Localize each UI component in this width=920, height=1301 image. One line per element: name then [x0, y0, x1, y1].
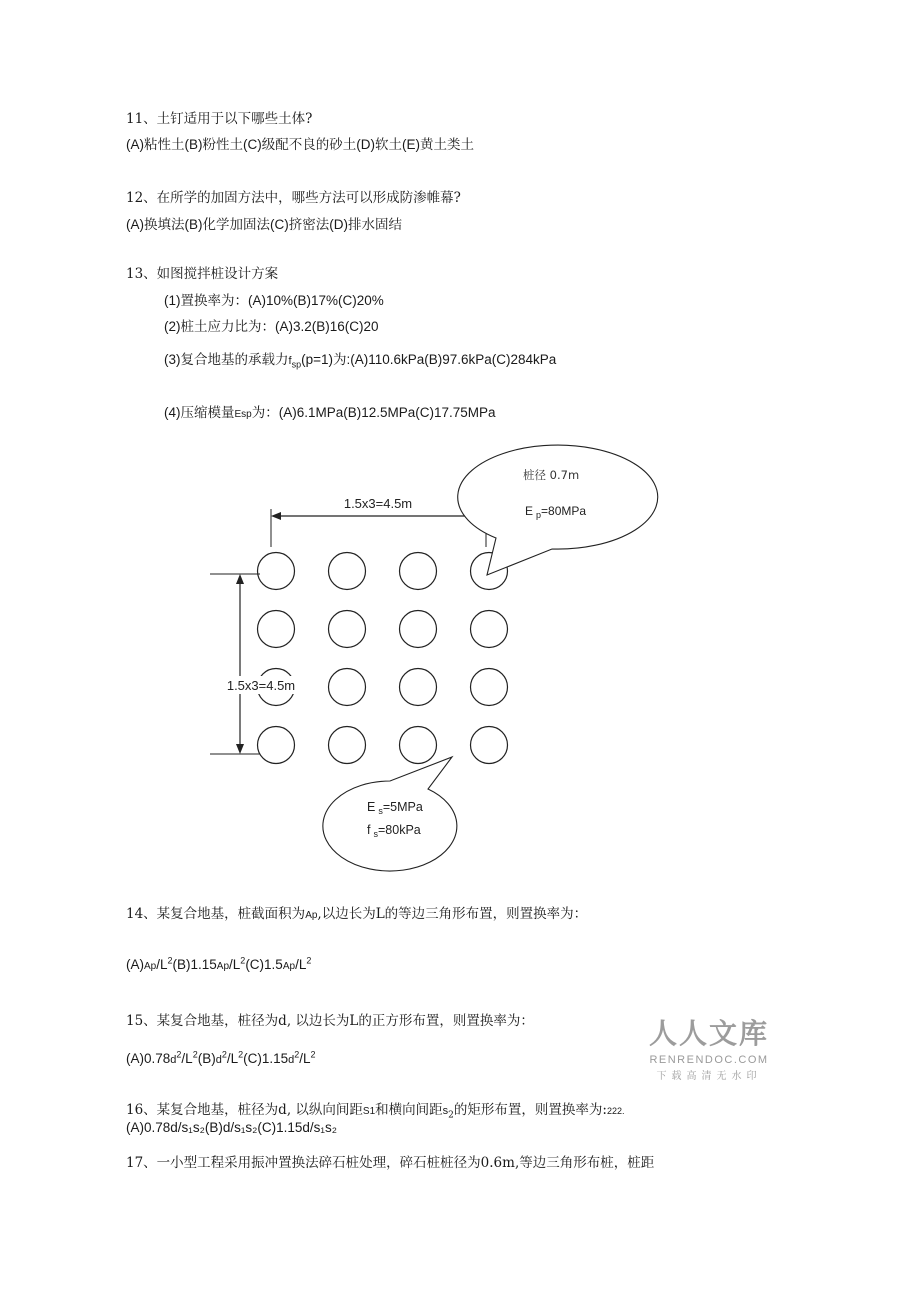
soil-bearing-val: =80kPa [377, 823, 421, 837]
pile-circle [258, 611, 295, 648]
q12-options: (A)换填法(B)化学加固法(C)挤密法(D)排水固结 [126, 217, 402, 232]
pile-circle [329, 669, 366, 706]
pile-circle [471, 669, 508, 706]
soil-modulus-val: =5MPa [382, 800, 423, 814]
q11-options: (A)粘性土(B)粉性土(C)级配不良的砂土(D)软土(E)黄土类土 [126, 137, 474, 152]
q13-sub2: (2)桩土应力比为：(A)3.2(B)16(C)20 [164, 319, 379, 334]
pile-circle [471, 611, 508, 648]
h-dim-label: 1.5x3=4.5m [343, 496, 413, 511]
watermark [646, 1012, 772, 1082]
q14-opt-c-sup: 2 [306, 955, 312, 966]
q15-opt-c-post: /L [299, 1051, 311, 1066]
q13-sub1: (1)置换率为：(A)10%(B)17%(C)20% [164, 293, 384, 308]
pile-circle [329, 553, 366, 590]
h-dim-arrow-left [271, 512, 281, 520]
q15-opt-b-pre: (B) [197, 1051, 216, 1066]
pile-modulus-sub: p [536, 510, 542, 520]
q15-opt-a-sup: 2 [192, 1049, 198, 1060]
q15-opt-c-dsup: 2 [294, 1049, 300, 1060]
q14-title [126, 905, 587, 925]
q14-opt-b-sup: 2 [240, 955, 246, 966]
q15-opt-c-pre: (C)1.15 [243, 1051, 289, 1066]
q13-sub3-f: f [288, 355, 292, 367]
q14-opt-b-pre: (B)1.15 [172, 957, 217, 972]
soil-bearing-f: f [367, 823, 371, 837]
watermark-url: RENRENDOC.COM [649, 1054, 769, 1066]
pile-circle [329, 727, 366, 764]
pile-circle [258, 727, 295, 764]
q15-opt-a-post: /L [181, 1051, 193, 1066]
q11-title: 11、土钉适用于以下哪些土体? [126, 111, 313, 127]
soil-bearing-sub: s [373, 829, 378, 839]
watermark-tag: 下载高清无水印 [656, 1071, 762, 1082]
q13-sub4-post: 为：(A)6.1MPa(B)12.5MPa(C)17.75MPa [251, 405, 496, 420]
pile-diameter-label: 桩径 0.7m [523, 468, 580, 482]
pile-circle [471, 727, 508, 764]
pile-circle [400, 553, 437, 590]
pile-circle [258, 553, 295, 590]
q14-options [126, 956, 311, 976]
q16-s1: S1 [362, 1106, 376, 1117]
q15-opt-b-d: d [215, 1054, 222, 1066]
q13-sub4-e: Esp [234, 409, 252, 420]
q16-title [126, 1101, 624, 1121]
soil-modulus-sub: s [378, 806, 383, 816]
pile-modulus-e: E [525, 504, 534, 518]
q13-sub3-post: (p=1)为:(A)110.6kPa(B)97.6kPa(C)284kPa [301, 352, 557, 367]
watermark-title: 人人文库 [648, 1017, 769, 1050]
pile-modulus-val: =80MPa [541, 504, 587, 518]
q14-title-a: Ap [305, 910, 318, 921]
q14-opt-a-pre: (A) [126, 957, 144, 972]
q15-opt-c-sup: 2 [310, 1049, 316, 1060]
q15-opt-b-sup: 2 [238, 1049, 244, 1060]
q15-opt-c-d: d [288, 1054, 295, 1066]
q13-sub3-pre: (3)复合地基的承载力 [164, 352, 289, 367]
q15-opt-b-post: /L [226, 1051, 239, 1066]
soil-modulus-e: E [367, 800, 376, 814]
q15-title: 15、某复合地基，桩径为d, 以边长为L的正方形布置，则置换率为： [126, 1013, 534, 1029]
q16-options: (A)0.78d/s₁s₂(B)d/s₁s₂(C)1.15d/s₁s₂ [126, 1120, 337, 1135]
q16-title-mid: 和横向间距 [375, 1102, 443, 1118]
v-dim-arrow-bottom [236, 744, 244, 754]
q15-options [126, 1050, 316, 1069]
q15-opt-a-dsup: 2 [176, 1049, 182, 1060]
v-dim-arrow-top [236, 574, 244, 584]
pile-circle [400, 611, 437, 648]
v-dim-label: 1.5x3=4.5m [226, 678, 296, 693]
q14-opt-a-sup: 2 [167, 955, 173, 966]
q14-opt-a-post: /L [156, 957, 168, 972]
q17-title: 17、一小型工程采用振冲置换法碎石桩处理，碎石桩桩径为0.6m,等边三角形布桩，桩距 [126, 1155, 655, 1171]
soil-spec-bubble [323, 757, 457, 871]
q16-s2-sub: 2 [448, 1110, 454, 1121]
q15-opt-b-dsup: 2 [221, 1049, 227, 1060]
pile-circle [400, 669, 437, 706]
q15-opt-a-pre: (A)0.78 [126, 1051, 171, 1066]
q16-title-post: 的矩形布置，则置换率为: [453, 1102, 607, 1118]
q14-opt-b-var: Ap [216, 961, 230, 972]
q15-opt-a-d: d [170, 1054, 177, 1066]
q12-title: 12、在所学的加固方法中，哪些方法可以形成防渗帷幕? [126, 190, 461, 206]
pile-circle [400, 727, 437, 764]
q14-title-pre: 14、某复合地基，桩截面积为 [126, 906, 306, 922]
pile-grid [258, 553, 508, 764]
q14-opt-c-var: Ap [282, 961, 296, 972]
q16-title-pre: 16、某复合地基，桩径为d, 以纵向间距 [126, 1102, 363, 1118]
q14-opt-c-post: /L [295, 957, 307, 972]
q16-s2: s [442, 1105, 449, 1117]
q16-trailing: 222. [606, 1106, 625, 1116]
q13-sub4-pre: (4)压缩模量 [164, 405, 235, 420]
q14-opt-b-post: /L [229, 957, 241, 972]
pile-circle [329, 611, 366, 648]
q14-opt-c-pre: (C)1.5 [245, 957, 283, 972]
q13-sub3-fsub: sp [291, 359, 302, 370]
q14-opt-a-var: Ap [144, 961, 157, 972]
q14-title-post: ,以边长为L的等边三角形布置，则置换率为： [317, 906, 588, 922]
q13-title: 13、如图搅拌桩设计方案 [126, 266, 279, 282]
